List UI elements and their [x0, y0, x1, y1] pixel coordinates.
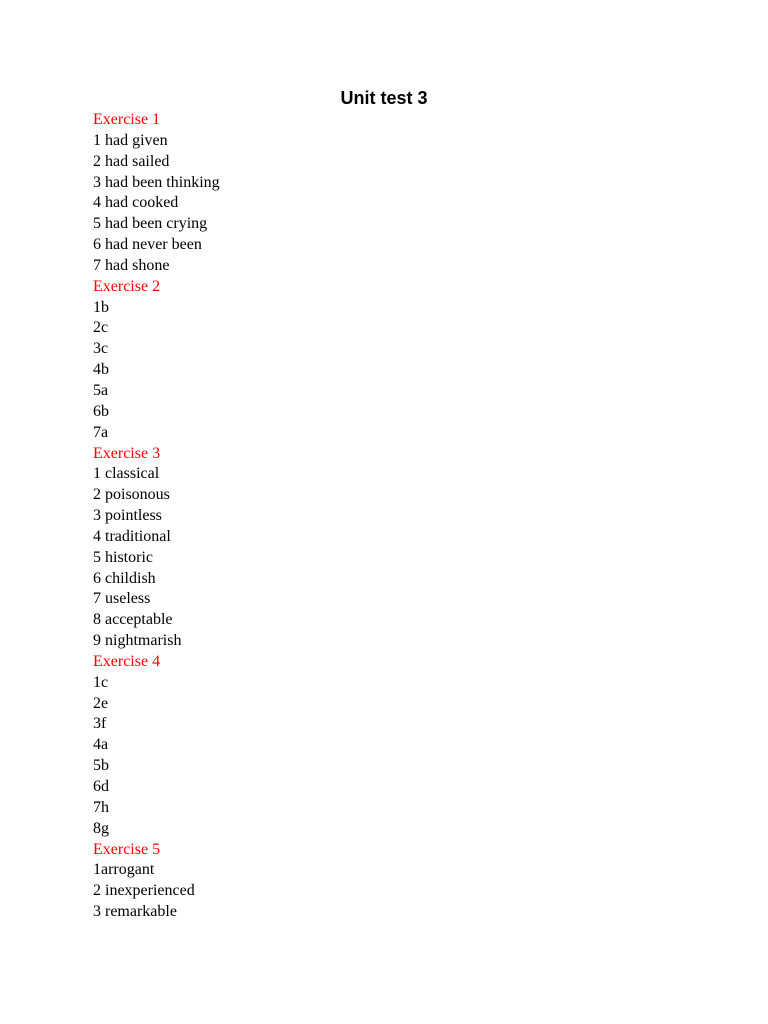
- answer-line: 5 historic: [93, 548, 153, 566]
- answer-line: 7 useless: [93, 590, 151, 608]
- answer-line: 7 had shone: [93, 256, 170, 274]
- answer-line: 5 had been crying: [93, 215, 208, 233]
- answer-line: 4 traditional: [93, 527, 171, 545]
- answer-line: 1 classical: [93, 465, 160, 483]
- answer-line: 7a: [93, 423, 109, 441]
- answer-line: 1b: [93, 298, 109, 316]
- answer-line: 1arrogant: [93, 861, 155, 879]
- answer-key: [93, 110, 693, 923]
- answer-line: 4a: [93, 736, 109, 754]
- answer-line: 2 poisonous: [93, 486, 170, 504]
- exercise-heading: Exercise 5: [93, 840, 161, 858]
- answer-line: 9 nightmarish: [93, 632, 182, 650]
- exercise-heading: Exercise 2: [93, 277, 161, 295]
- answer-line: 3c: [93, 340, 109, 358]
- answer-line: 2c: [93, 319, 109, 337]
- answer-line: 1 had given: [93, 131, 168, 149]
- answer-line: 3 remarkable: [93, 903, 177, 921]
- page-title: Unit test 3: [340, 88, 428, 108]
- answer-line: 6 childish: [93, 569, 156, 587]
- answer-line: 8g: [93, 819, 109, 837]
- answer-line: 5a: [93, 381, 109, 399]
- answer-line: 6d: [93, 778, 109, 795]
- answer-line: 3f: [93, 715, 107, 733]
- answer-line: 6 had never been: [93, 236, 202, 254]
- answer-line: 6b: [93, 402, 109, 420]
- answer-line: 2e: [93, 694, 109, 712]
- answer-line: 8 acceptable: [93, 611, 173, 629]
- answer-line: 5b: [93, 757, 109, 775]
- answer-line: 2 inexperienced: [93, 882, 195, 900]
- answer-line: 4 had cooked: [93, 194, 179, 212]
- answer-line: 1c: [93, 673, 109, 691]
- exercise-heading: Exercise 3: [93, 444, 161, 462]
- answer-line: 3 pointless: [93, 507, 162, 525]
- exercise-heading: Exercise 4: [93, 652, 161, 670]
- answer-line: 7h: [93, 798, 109, 816]
- exercise-heading: Exercise 1: [93, 111, 161, 128]
- answer-line: 4b: [93, 361, 109, 379]
- answer-line: 2 had sailed: [93, 152, 170, 170]
- answer-line: 3 had been thinking: [93, 173, 220, 191]
